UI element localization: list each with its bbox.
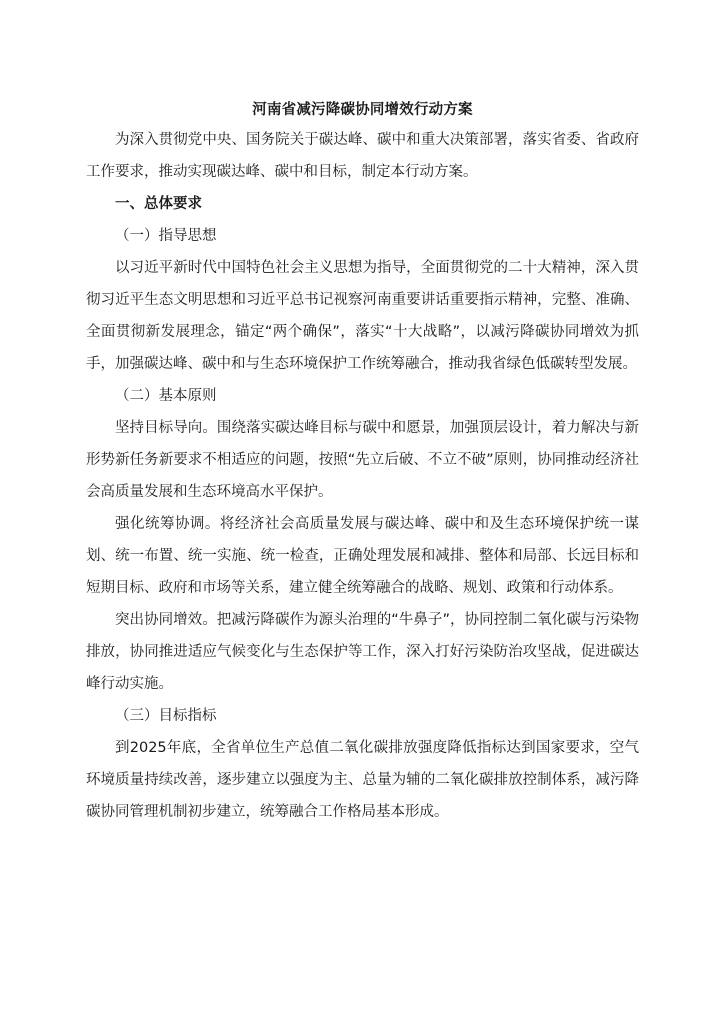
principle-synergy: 突出协同增效。把减污降碳作为源头治理的“牛鼻子”，协同控制二氧化碳与污染物排放，协同推进适应气候变化与生态保护等工作，深入打好污染防治攻坚战，促进碳达峰行动实施。 (86, 612, 639, 692)
subheading-guiding-ideology: （一）指导思想 (115, 228, 217, 244)
subheading-targets: （三）目标指标 (115, 708, 217, 724)
guiding-ideology-paragraph: 以习近平新时代中国特色社会主义思想为指导，全面贯彻党的二十大精神，深入贯彻习近平生态文明思想和习近平总书记视察河南重要讲话重要指示精神，完整、准确、全面贯彻新发展理念，锚定“两个确保”，落实“十大战略”，以减污降碳协同增效为抓手，加强碳达峰、碳中和与生态环境保护工作统筹融合，推动我省绿色低碳转型发展。 (86, 260, 639, 372)
document-page (86, 96, 639, 828)
subheading-basic-principles: （二）基本原则 (115, 388, 217, 404)
document-title: 河南省减污降碳协同增效行动方案 (252, 102, 473, 118)
principle-goal-oriented: 坚持目标导向。围绕落实碳达峰目标与碳中和愿景，加强顶层设计，着力解决与新形势新任务新要求不相适应的问题，按照“先立后破、不立不破”原则，协同推动经济社会高质量发展和生态环境高水平保护。 (86, 420, 639, 500)
intro-paragraph: 为深入贯彻党中央、国务院关于碳达峰、碳中和重大决策部署，落实省委、省政府工作要求，推动实现碳达峰、碳中和目标，制定本行动方案。 (86, 132, 639, 180)
principle-coordination: 强化统筹协调。将经济社会高质量发展与碳达峰、碳中和及生态环境保护统一谋划、统一布置、统一实施、统一检查，正确处理发展和减排、整体和局部、长远目标和短期目标、政府和市场等关系，建立健全统筹融合的战略、规划、政策和行动体系。 (86, 516, 639, 596)
section-heading-general-requirements: 一、总体要求 (115, 196, 202, 212)
targets-paragraph: 到2025年底，全省单位生产总值二氧化碳排放强度降低指标达到国家要求，空气环境质量持续改善，逐步建立以强度为主、总量为辅的二氧化碳排放控制体系，减污降碳协同管理机制初步建立，统筹融合工作格局基本形成。 (86, 740, 639, 820)
